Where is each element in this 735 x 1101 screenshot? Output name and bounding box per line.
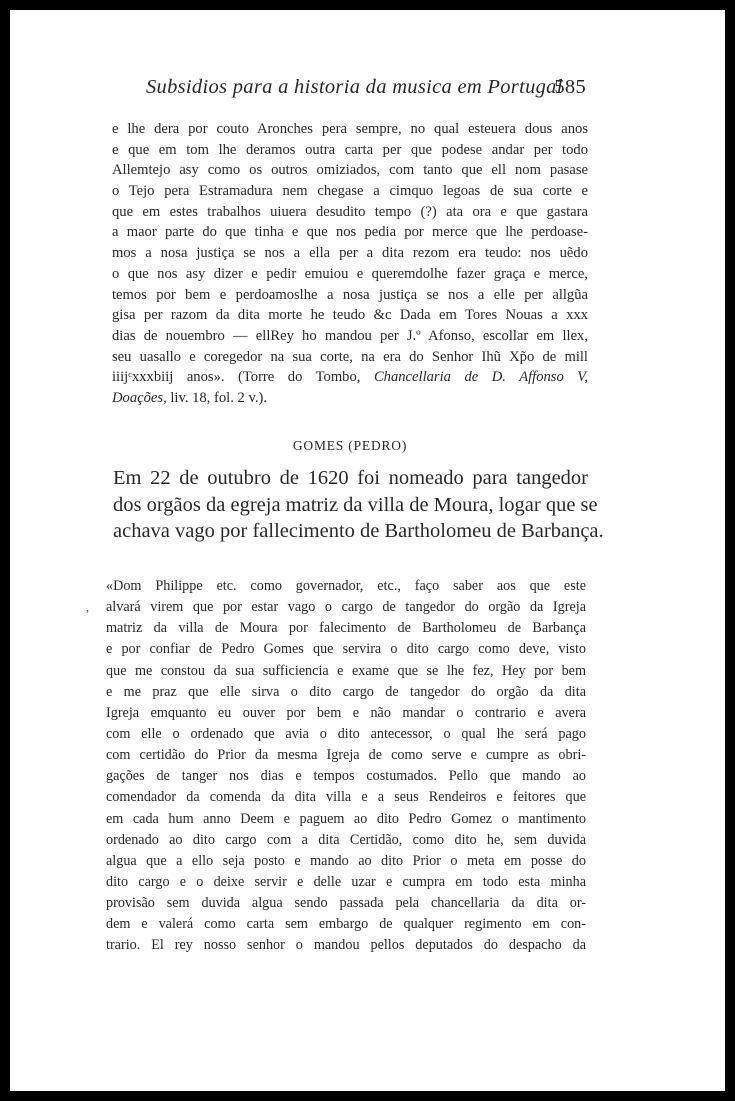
document-line: e me praz que elle sirva o dito cargo de tangedor do orgão da dita <box>106 683 586 700</box>
entry-heading: GOMES (PEDRO) <box>292 438 408 453</box>
text-line: gisa per razom da dita morte he teudo &c Dada em Tores Nouas a xxx <box>112 307 588 324</box>
text-line: temos por bem e perdoamoslhe a nosa justiça se nos a elle per allgũa <box>112 286 588 303</box>
citation-tail: liv. 18, fol. 2 v.). <box>166 389 267 406</box>
document-line: provisão sem duvida algua sendo passada pela chancellaria da dita or- <box>106 895 586 912</box>
book-page <box>10 10 725 1091</box>
text-line: e lhe dera por couto Aronches pera sempre, no qual esteuera dous anos <box>112 121 588 137</box>
document-line: «Dom Philippe etc. como governador, etc., faço saber aos que este <box>106 578 586 594</box>
text-line: a maor parte do que tinha e que nos pedia por merce que lhe perdoase- <box>112 224 588 241</box>
text-line: iiijᶜxxxbiij anos». (Torre do Tombo, <box>112 369 361 386</box>
entry-summary <box>113 465 604 545</box>
text-line: e que em tom lhe deramos outra carta per que podese andar per todo <box>112 141 588 158</box>
citation-series: Doações, <box>112 389 167 406</box>
document-line: com elle o ordenado que avia o dito antecessor, o qual lhe será pago <box>106 725 586 742</box>
citation-line-end <box>112 388 588 409</box>
document-line: dem e valerá como carta sem embargo de qualquer regimento em con- <box>106 916 586 933</box>
margin-mark: , <box>86 600 89 614</box>
summary-line: Em 22 de outubro de 1620 foi nomeado para tangedor <box>113 467 588 489</box>
document-line: com certidão do Prior da mesma Igreja de como serve e cumpre as obri- <box>106 747 586 764</box>
page-number: 585 <box>554 76 586 98</box>
document-line: dito cargo e o deixe servir e delle uzar e cumpra em todo esta minha <box>106 873 586 890</box>
text-line: o que nos asy dizer e pedir emuiou e queremdolhe fazer graça e merce, <box>112 265 588 282</box>
document-line: em cada hum anno Deem e paguem ao dito Pedro Gomez o mantimento <box>106 810 586 827</box>
text-line: o Tejo pera Estramadura nem chegase a cimquo legoas de sua corte e <box>112 183 588 200</box>
document-line: gações de tanger nos dias e tempos costumados. Pello que mando ao <box>106 768 586 785</box>
text-line: dias de nouembro — ellRey ho mandou per J.º Afonso, escollar em llex, <box>112 327 588 344</box>
document-line: algua que a ello seja posto e mando ao dito Prior o meta em posse do <box>106 852 586 869</box>
text-line: que em estes trabalhos uiuera desudito tempo (?) ata ora e que gastara <box>112 203 588 220</box>
document-line: que me constou da sua sufficiencia e exame que se lhe fez, Hey por bem <box>106 662 586 679</box>
text-line: Allemtejo asy como os outros omiziados, com tanto que ell nom pasase <box>112 162 588 179</box>
summary-line: achava vago por fallecimento de Bartholomeu de Barbança. <box>113 520 604 542</box>
document-line: alvará virem que por estar vago o cargo de tangedor do orgão da Igreja <box>106 599 586 616</box>
running-header <box>146 76 586 102</box>
document-line: trario. El rey nosso senhor o mandou pellos deputados do despacho da <box>106 937 586 954</box>
text-line: mos a nosa justiça se nos a ella per a dita rezom era teudo: nos uẽdo <box>112 245 588 262</box>
document-line: matriz da villa de Moura por falecimento de Bartholomeu de Barbança <box>106 620 586 637</box>
document-line: Igreja emquanto eu ouver por bem e não mandar o contrario e avera <box>106 704 586 721</box>
previous-entry-text <box>112 119 588 409</box>
document-line: comendador da comenda da dita villa e a seus Rendeiros e feitores que <box>106 789 586 806</box>
running-title: Subsidios para a historia da musica em Portugal <box>146 76 563 98</box>
document-line: ordenado ao dito cargo com a dita Certidão, como dito he, sem duvida <box>106 831 586 848</box>
summary-line: dos orgãos da egreja matriz da villa de Moura, logar que se <box>113 493 598 516</box>
citation-line <box>112 367 588 388</box>
document-line: e por confiar de Pedro Gomes que servira o dito cargo como deve, visto <box>106 641 586 658</box>
text-line: seu uasallo e coregedor na sua corte, na era do Senhor Ihũ Xp̃o de mill <box>112 348 588 365</box>
citation-source: Chancellaria de D. Affonso V, <box>373 369 588 386</box>
document-transcription <box>106 576 586 957</box>
